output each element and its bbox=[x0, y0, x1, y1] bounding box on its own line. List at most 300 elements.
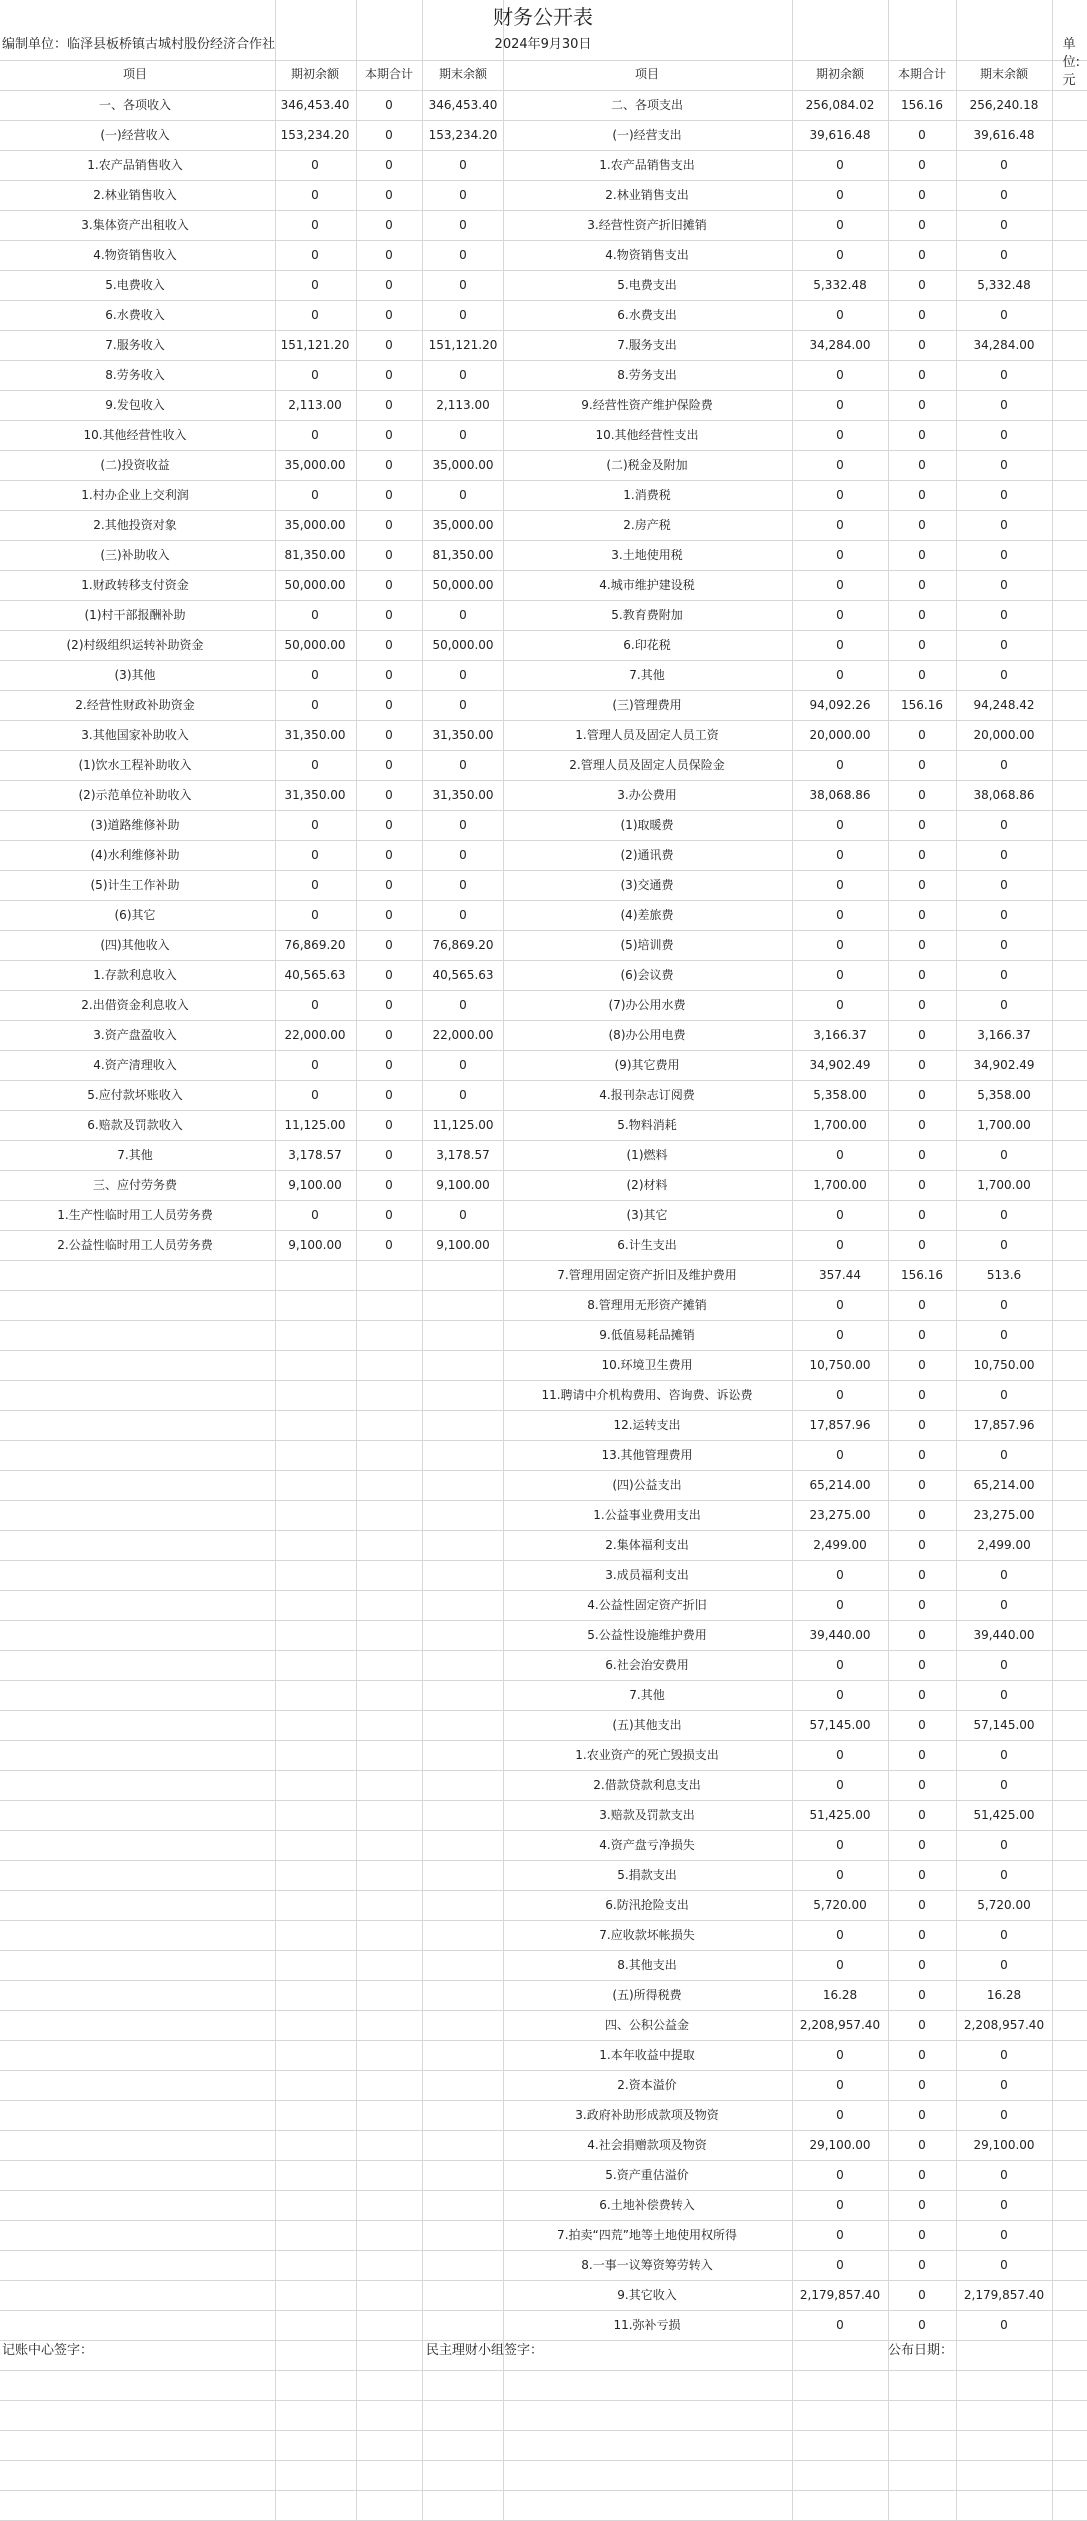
expense-value-cell: 0 bbox=[918, 398, 926, 412]
income-value-cell: 0 bbox=[459, 188, 467, 202]
expense-value-cell: 0 bbox=[918, 1088, 926, 1102]
expense-value-cell: 0 bbox=[1000, 2168, 1008, 2182]
expense-value-cell: 1,700.00 bbox=[977, 1118, 1031, 1132]
expense-value-cell: 256,240.18 bbox=[969, 98, 1039, 112]
expense-item-cell: (五)所得税费 bbox=[612, 1988, 682, 2002]
expense-item-cell: 2.借款贷款利息支出 bbox=[593, 1778, 701, 1792]
expense-value-cell: 0 bbox=[1000, 638, 1008, 652]
expense-value-cell: 0 bbox=[918, 2168, 926, 2182]
expense-value-cell: 34,902.49 bbox=[809, 1058, 871, 1072]
header-closing-right: 期末余额 bbox=[979, 67, 1029, 81]
expense-value-cell: 0 bbox=[1000, 218, 1008, 232]
income-item-cell: 9.发包收入 bbox=[105, 398, 165, 412]
income-value-cell: 35,000.00 bbox=[432, 518, 494, 532]
expense-value-cell: 5,332.48 bbox=[813, 278, 867, 292]
expense-value-cell: 0 bbox=[836, 2048, 844, 2062]
income-item-cell: 7.其他 bbox=[117, 1148, 153, 1162]
income-value-cell: 11,125.00 bbox=[284, 1118, 346, 1132]
income-value-cell: 0 bbox=[385, 548, 393, 562]
grid-row-line bbox=[0, 1260, 1087, 1261]
grid-row-line bbox=[0, 870, 1087, 871]
income-value-cell: 22,000.00 bbox=[284, 1028, 346, 1042]
expense-value-cell: 0 bbox=[1000, 878, 1008, 892]
grid-row-line bbox=[0, 2370, 1087, 2371]
grid-row-line bbox=[0, 900, 1087, 901]
income-value-cell: 31,350.00 bbox=[284, 728, 346, 742]
income-item-cell: (2)示范单位补助收入 bbox=[78, 788, 192, 802]
expense-item-cell: 8.一事一议筹资筹劳转入 bbox=[581, 2258, 713, 2272]
grid-row-line bbox=[0, 2400, 1087, 2401]
expense-value-cell: 16.28 bbox=[822, 1988, 858, 2002]
expense-value-cell: 0 bbox=[918, 878, 926, 892]
expense-item-cell: 5.电费支出 bbox=[617, 278, 677, 292]
grid-row-line bbox=[0, 1530, 1087, 1531]
income-value-cell: 0 bbox=[311, 1208, 319, 1222]
income-item-cell: 3.集体资产出租收入 bbox=[81, 218, 189, 232]
expense-value-cell: 94,248.42 bbox=[973, 698, 1035, 712]
expense-value-cell: 0 bbox=[836, 218, 844, 232]
expense-item-cell: (6)会议费 bbox=[620, 968, 674, 982]
income-value-cell: 0 bbox=[385, 908, 393, 922]
grid-row-line bbox=[0, 1080, 1087, 1081]
expense-value-cell: 0 bbox=[836, 398, 844, 412]
expense-value-cell: 0 bbox=[1000, 1148, 1008, 1162]
income-value-cell: 0 bbox=[385, 698, 393, 712]
grid-row-line bbox=[0, 2340, 1087, 2341]
expense-value-cell: 2,499.00 bbox=[977, 1538, 1031, 1552]
expense-value-cell: 0 bbox=[918, 278, 926, 292]
expense-value-cell: 0 bbox=[918, 1838, 926, 1852]
expense-value-cell: 0 bbox=[918, 518, 926, 532]
income-value-cell: 0 bbox=[385, 638, 393, 652]
expense-value-cell: 0 bbox=[918, 188, 926, 202]
income-value-cell: 0 bbox=[459, 818, 467, 832]
expense-value-cell: 156.16 bbox=[901, 698, 943, 712]
grid-row-line bbox=[0, 990, 1087, 991]
expense-value-cell: 0 bbox=[918, 1358, 926, 1372]
income-value-cell: 0 bbox=[311, 218, 319, 232]
income-item-cell: 4.资产清理收入 bbox=[93, 1058, 177, 1072]
grid-row-line bbox=[0, 2100, 1087, 2101]
expense-value-cell: 0 bbox=[918, 1418, 926, 1432]
income-value-cell: 2,113.00 bbox=[436, 398, 490, 412]
income-value-cell: 0 bbox=[385, 728, 393, 742]
income-value-cell: 31,350.00 bbox=[432, 788, 494, 802]
income-value-cell: 0 bbox=[459, 1088, 467, 1102]
expense-value-cell: 17,857.96 bbox=[973, 1418, 1035, 1432]
expense-item-cell: 1.农业资产的死亡毁损支出 bbox=[575, 1748, 719, 1762]
income-value-cell: 0 bbox=[459, 368, 467, 382]
expense-value-cell: 0 bbox=[836, 1928, 844, 1942]
expense-value-cell: 0 bbox=[918, 998, 926, 1012]
income-value-cell: 0 bbox=[311, 908, 319, 922]
grid-row-line bbox=[0, 1200, 1087, 1201]
income-item-cell: 1.存款利息收入 bbox=[93, 968, 177, 982]
expense-value-cell: 0 bbox=[1000, 1238, 1008, 1252]
expense-value-cell: 0 bbox=[918, 488, 926, 502]
expense-value-cell: 0 bbox=[1000, 2258, 1008, 2272]
expense-item-cell: 13.其他管理费用 bbox=[601, 1448, 693, 1462]
expense-item-cell: 5.公益性设施维护费用 bbox=[587, 1628, 707, 1642]
expense-value-cell: 0 bbox=[918, 1688, 926, 1702]
expense-item-cell: (2)材料 bbox=[626, 1178, 668, 1192]
expense-value-cell: 0 bbox=[918, 1508, 926, 1522]
expense-value-cell: 0 bbox=[1000, 818, 1008, 832]
income-item-cell: 5.应付款坏账收入 bbox=[87, 1088, 183, 1102]
expense-value-cell: 0 bbox=[1000, 1688, 1008, 1702]
income-item-cell: (三)补助收入 bbox=[100, 548, 170, 562]
grid-row-line bbox=[0, 780, 1087, 781]
expense-value-cell: 0 bbox=[836, 368, 844, 382]
grid-row-line bbox=[0, 1230, 1087, 1231]
expense-value-cell: 0 bbox=[1000, 668, 1008, 682]
expense-value-cell: 0 bbox=[918, 938, 926, 952]
header-item-right: 项目 bbox=[634, 67, 660, 81]
expense-value-cell: 0 bbox=[1000, 2108, 1008, 2122]
expense-value-cell: 0 bbox=[1000, 1778, 1008, 1792]
expense-value-cell: 0 bbox=[1000, 1298, 1008, 1312]
expense-value-cell: 0 bbox=[836, 1748, 844, 1762]
expense-value-cell: 65,214.00 bbox=[809, 1478, 871, 1492]
expense-value-cell: 3,166.37 bbox=[977, 1028, 1031, 1042]
grid-row-line bbox=[0, 1860, 1087, 1861]
expense-value-cell: 0 bbox=[836, 1298, 844, 1312]
income-item-cell: (6)其它 bbox=[114, 908, 156, 922]
expense-value-cell: 0 bbox=[836, 1208, 844, 1222]
income-item-cell: 6.赔款及罚款收入 bbox=[87, 1118, 183, 1132]
header-opening-left: 期初余额 bbox=[290, 67, 340, 81]
publish-date-label: 公布日期： bbox=[888, 2343, 954, 2358]
expense-item-cell: 6.土地补偿费转入 bbox=[599, 2198, 695, 2212]
income-value-cell: 31,350.00 bbox=[432, 728, 494, 742]
income-value-cell: 346,453.40 bbox=[280, 98, 350, 112]
income-value-cell: 0 bbox=[385, 518, 393, 532]
grid-row-line bbox=[0, 2310, 1087, 2311]
expense-value-cell: 0 bbox=[836, 1238, 844, 1252]
expense-value-cell: 57,145.00 bbox=[973, 1718, 1035, 1732]
income-item-cell: (1)村干部报酬补助 bbox=[84, 608, 186, 622]
expense-value-cell: 0 bbox=[918, 1388, 926, 1402]
expense-item-cell: 3.成员福利支出 bbox=[605, 1568, 689, 1582]
grid-row-line bbox=[0, 480, 1087, 481]
expense-value-cell: 65,214.00 bbox=[973, 1478, 1035, 1492]
income-value-cell: 0 bbox=[311, 308, 319, 322]
expense-value-cell: 0 bbox=[918, 1718, 926, 1732]
expense-value-cell: 16.28 bbox=[986, 1988, 1022, 2002]
income-value-cell: 0 bbox=[385, 968, 393, 982]
income-value-cell: 0 bbox=[385, 878, 393, 892]
expense-item-cell: 9.经营性资产维护保险费 bbox=[581, 398, 713, 412]
expense-value-cell: 0 bbox=[836, 248, 844, 262]
expense-value-cell: 0 bbox=[1000, 1838, 1008, 1852]
expense-value-cell: 0 bbox=[1000, 908, 1008, 922]
income-value-cell: 0 bbox=[385, 248, 393, 262]
expense-item-cell: 3.政府补助形成款项及物资 bbox=[575, 2108, 719, 2122]
expense-value-cell: 0 bbox=[836, 1328, 844, 1342]
expense-item-cell: 2.管理人员及固定人员保险金 bbox=[569, 758, 725, 772]
expense-item-cell: 5.教育费附加 bbox=[611, 608, 683, 622]
expense-value-cell: 256,084.02 bbox=[805, 98, 875, 112]
income-item-cell: 2.林业销售收入 bbox=[93, 188, 177, 202]
expense-value-cell: 0 bbox=[918, 218, 926, 232]
income-item-cell: 2.经营性财政补助资金 bbox=[75, 698, 195, 712]
expense-item-cell: 4.报刊杂志订阅费 bbox=[599, 1088, 695, 1102]
accounting-signature-label: 记账中心签字： bbox=[2, 2343, 94, 2358]
income-value-cell: 3,178.57 bbox=[436, 1148, 490, 1162]
income-value-cell: 0 bbox=[385, 998, 393, 1012]
grid-row-line bbox=[0, 390, 1087, 391]
income-item-cell: (一)经营收入 bbox=[100, 128, 170, 142]
income-value-cell: 0 bbox=[311, 368, 319, 382]
income-value-cell: 0 bbox=[385, 818, 393, 832]
expense-value-cell: 0 bbox=[836, 518, 844, 532]
expense-item-cell: 2.资本溢价 bbox=[617, 2078, 677, 2092]
expense-value-cell: 0 bbox=[1000, 608, 1008, 622]
income-value-cell: 0 bbox=[459, 248, 467, 262]
income-item-cell: 3.其他国家补助收入 bbox=[81, 728, 189, 742]
expense-value-cell: 0 bbox=[918, 758, 926, 772]
income-item-cell: (4)水利维修补助 bbox=[90, 848, 180, 862]
income-item-cell: 2.公益性临时用工人员劳务费 bbox=[57, 1238, 213, 1252]
income-value-cell: 40,565.63 bbox=[284, 968, 346, 982]
income-value-cell: 0 bbox=[385, 1238, 393, 1252]
expense-value-cell: 0 bbox=[1000, 158, 1008, 172]
expense-value-cell: 1,700.00 bbox=[813, 1178, 867, 1192]
expense-value-cell: 0 bbox=[1000, 308, 1008, 322]
grid-row-line bbox=[0, 330, 1087, 331]
expense-value-cell: 20,000.00 bbox=[809, 728, 871, 742]
expense-value-cell: 0 bbox=[836, 758, 844, 772]
expense-item-cell: 7.其他 bbox=[629, 1688, 665, 1702]
income-value-cell: 346,453.40 bbox=[428, 98, 498, 112]
grid-row-line bbox=[0, 930, 1087, 931]
grid-row-line bbox=[0, 1680, 1087, 1681]
income-value-cell: 0 bbox=[385, 608, 393, 622]
expense-value-cell: 0 bbox=[918, 848, 926, 862]
income-value-cell: 0 bbox=[385, 1088, 393, 1102]
expense-value-cell: 0 bbox=[918, 2138, 926, 2152]
expense-value-cell: 0 bbox=[1000, 758, 1008, 772]
expense-item-cell: 6.水费支出 bbox=[617, 308, 677, 322]
expense-item-cell: 7.服务支出 bbox=[617, 338, 677, 352]
grid-row-line bbox=[0, 2220, 1087, 2221]
expense-value-cell: 2,179,857.40 bbox=[799, 2288, 881, 2302]
expense-value-cell: 5,720.00 bbox=[813, 1898, 867, 1912]
expense-value-cell: 0 bbox=[836, 2168, 844, 2182]
expense-value-cell: 0 bbox=[836, 308, 844, 322]
income-value-cell: 0 bbox=[311, 1088, 319, 1102]
expense-item-cell: (9)其它费用 bbox=[614, 1058, 680, 1072]
income-value-cell: 31,350.00 bbox=[284, 788, 346, 802]
expense-value-cell: 0 bbox=[918, 2048, 926, 2062]
income-value-cell: 151,121.20 bbox=[280, 338, 350, 352]
expense-item-cell: (3)其它 bbox=[626, 1208, 668, 1222]
expense-value-cell: 0 bbox=[918, 1298, 926, 1312]
income-value-cell: 50,000.00 bbox=[284, 638, 346, 652]
expense-value-cell: 0 bbox=[918, 1808, 926, 1822]
income-value-cell: 0 bbox=[385, 278, 393, 292]
expense-value-cell: 23,275.00 bbox=[973, 1508, 1035, 1522]
expense-item-cell: 9.其它收入 bbox=[617, 2288, 677, 2302]
expense-value-cell: 0 bbox=[918, 2258, 926, 2272]
expense-value-cell: 0 bbox=[1000, 518, 1008, 532]
expense-value-cell: 0 bbox=[918, 338, 926, 352]
income-value-cell: 76,869.20 bbox=[432, 938, 494, 952]
grid-row-line bbox=[0, 1500, 1087, 1501]
expense-value-cell: 0 bbox=[918, 128, 926, 142]
expense-value-cell: 20,000.00 bbox=[973, 728, 1035, 742]
expense-value-cell: 34,902.49 bbox=[973, 1058, 1035, 1072]
expense-value-cell: 0 bbox=[836, 188, 844, 202]
expense-item-cell: 2.林业销售支出 bbox=[605, 188, 689, 202]
expense-item-cell: 7.其他 bbox=[629, 668, 665, 682]
expense-item-cell: (3)交通费 bbox=[620, 878, 674, 892]
expense-item-cell: 9.低值易耗品摊销 bbox=[599, 1328, 695, 1342]
grid-row-line bbox=[0, 270, 1087, 271]
income-value-cell: 9,100.00 bbox=[436, 1178, 490, 1192]
expense-value-cell: 0 bbox=[1000, 848, 1008, 862]
expense-value-cell: 0 bbox=[836, 1958, 844, 1972]
compiling-unit: 编制单位：临泽县板桥镇古城村股份经济合作社 bbox=[2, 37, 276, 52]
expense-value-cell: 94,092.26 bbox=[809, 698, 871, 712]
expense-value-cell: 0 bbox=[1000, 1598, 1008, 1612]
grid-row-line bbox=[0, 360, 1087, 361]
grid-row-line bbox=[0, 960, 1087, 961]
expense-value-cell: 0 bbox=[1000, 1958, 1008, 1972]
income-value-cell: 22,000.00 bbox=[432, 1028, 494, 1042]
income-value-cell: 0 bbox=[311, 278, 319, 292]
expense-item-cell: (7)办公用水费 bbox=[608, 998, 686, 1012]
expense-value-cell: 0 bbox=[918, 1478, 926, 1492]
grid-row-line bbox=[0, 750, 1087, 751]
grid-row-line bbox=[0, 120, 1087, 121]
expense-value-cell: 0 bbox=[836, 1598, 844, 1612]
grid-row-line bbox=[0, 240, 1087, 241]
income-value-cell: 76,869.20 bbox=[284, 938, 346, 952]
expense-value-cell: 0 bbox=[918, 908, 926, 922]
income-value-cell: 0 bbox=[385, 578, 393, 592]
income-value-cell: 50,000.00 bbox=[284, 578, 346, 592]
expense-value-cell: 10,750.00 bbox=[809, 1358, 871, 1372]
expense-value-cell: 0 bbox=[836, 2228, 844, 2242]
expense-value-cell: 0 bbox=[918, 1598, 926, 1612]
expense-item-cell: (四)公益支出 bbox=[612, 1478, 682, 1492]
expense-value-cell: 0 bbox=[918, 2078, 926, 2092]
expense-item-cell: 10.环境卫生费用 bbox=[601, 1358, 693, 1372]
grid-row-line bbox=[0, 1350, 1087, 1351]
expense-value-cell: 2,208,957.40 bbox=[963, 2018, 1045, 2032]
expense-value-cell: 0 bbox=[836, 998, 844, 1012]
income-item-cell: (二)投资收益 bbox=[100, 458, 170, 472]
expense-value-cell: 513.6 bbox=[986, 1268, 1022, 1282]
income-item-cell: (1)饮水工程补助收入 bbox=[78, 758, 192, 772]
grid-row-line bbox=[0, 1980, 1087, 1981]
income-value-cell: 0 bbox=[459, 1058, 467, 1072]
income-value-cell: 0 bbox=[311, 848, 319, 862]
income-item-cell: 3.资产盘盈收入 bbox=[93, 1028, 177, 1042]
income-value-cell: 0 bbox=[459, 158, 467, 172]
grid-row-line bbox=[0, 2250, 1087, 2251]
income-value-cell: 0 bbox=[459, 698, 467, 712]
expense-value-cell: 0 bbox=[918, 1178, 926, 1192]
grid-row-line bbox=[0, 180, 1087, 181]
income-value-cell: 0 bbox=[311, 248, 319, 262]
expense-item-cell: 7.管理用固定资产折旧及维护费用 bbox=[557, 1268, 737, 1282]
expense-value-cell: 29,100.00 bbox=[809, 2138, 871, 2152]
expense-value-cell: 0 bbox=[836, 818, 844, 832]
expense-value-cell: 0 bbox=[1000, 1748, 1008, 1762]
grid-row-line bbox=[0, 600, 1087, 601]
expense-item-cell: 3.土地使用税 bbox=[611, 548, 683, 562]
income-value-cell: 0 bbox=[385, 488, 393, 502]
grid-row-line bbox=[0, 2490, 1087, 2491]
expense-value-cell: 23,275.00 bbox=[809, 1508, 871, 1522]
expense-item-cell: 10.其他经营性支出 bbox=[595, 428, 699, 442]
expense-value-cell: 0 bbox=[918, 428, 926, 442]
expense-item-cell: (2)通讯费 bbox=[620, 848, 674, 862]
income-value-cell: 81,350.00 bbox=[284, 548, 346, 562]
expense-item-cell: (8)办公用电费 bbox=[608, 1028, 686, 1042]
expense-value-cell: 0 bbox=[918, 2198, 926, 2212]
expense-item-cell: 二、各项支出 bbox=[610, 98, 684, 112]
expense-value-cell: 0 bbox=[1000, 938, 1008, 952]
expense-value-cell: 0 bbox=[918, 1118, 926, 1132]
expense-value-cell: 0 bbox=[1000, 458, 1008, 472]
income-item-cell: (3)其他 bbox=[114, 668, 156, 682]
income-value-cell: 0 bbox=[385, 668, 393, 682]
expense-item-cell: 四、公积公益金 bbox=[604, 2018, 690, 2032]
income-value-cell: 0 bbox=[385, 1118, 393, 1132]
income-value-cell: 0 bbox=[311, 608, 319, 622]
income-value-cell: 0 bbox=[385, 158, 393, 172]
income-value-cell: 0 bbox=[311, 188, 319, 202]
expense-item-cell: 6.印花税 bbox=[623, 638, 671, 652]
income-value-cell: 0 bbox=[459, 668, 467, 682]
income-value-cell: 0 bbox=[459, 308, 467, 322]
income-item-cell: 6.水费收入 bbox=[105, 308, 165, 322]
income-value-cell: 0 bbox=[459, 1208, 467, 1222]
expense-value-cell: 0 bbox=[918, 368, 926, 382]
expense-value-cell: 0 bbox=[1000, 1868, 1008, 1882]
income-item-cell: 1.农产品销售收入 bbox=[87, 158, 183, 172]
income-value-cell: 0 bbox=[459, 998, 467, 1012]
income-value-cell: 151,121.20 bbox=[428, 338, 498, 352]
grid-row-line bbox=[0, 60, 1087, 61]
income-value-cell: 0 bbox=[385, 218, 393, 232]
income-value-cell: 0 bbox=[311, 158, 319, 172]
expense-value-cell: 0 bbox=[918, 1898, 926, 1912]
expense-item-cell: 4.社会捐赠款项及物资 bbox=[587, 2138, 707, 2152]
expense-value-cell: 0 bbox=[918, 1448, 926, 1462]
income-value-cell: 0 bbox=[385, 1058, 393, 1072]
expense-value-cell: 0 bbox=[918, 548, 926, 562]
expense-value-cell: 0 bbox=[836, 2108, 844, 2122]
expense-value-cell: 0 bbox=[918, 1028, 926, 1042]
expense-item-cell: 8.其他支出 bbox=[617, 1958, 677, 1972]
income-value-cell: 0 bbox=[385, 128, 393, 142]
grid-row-line bbox=[0, 1410, 1087, 1411]
grid-row-line bbox=[0, 2160, 1087, 2161]
expense-value-cell: 0 bbox=[918, 2318, 926, 2332]
expense-item-cell: 6.计生支出 bbox=[617, 1238, 677, 1252]
expense-value-cell: 0 bbox=[918, 158, 926, 172]
expense-item-cell: 6.防汛抢险支出 bbox=[605, 1898, 689, 1912]
expense-value-cell: 357.44 bbox=[819, 1268, 861, 1282]
expense-value-cell: 0 bbox=[1000, 368, 1008, 382]
expense-item-cell: 7.拍卖“四荒”地等土地使用权所得 bbox=[557, 2228, 737, 2242]
grid-row-line bbox=[0, 1380, 1087, 1381]
grid-row-line bbox=[0, 1800, 1087, 1801]
